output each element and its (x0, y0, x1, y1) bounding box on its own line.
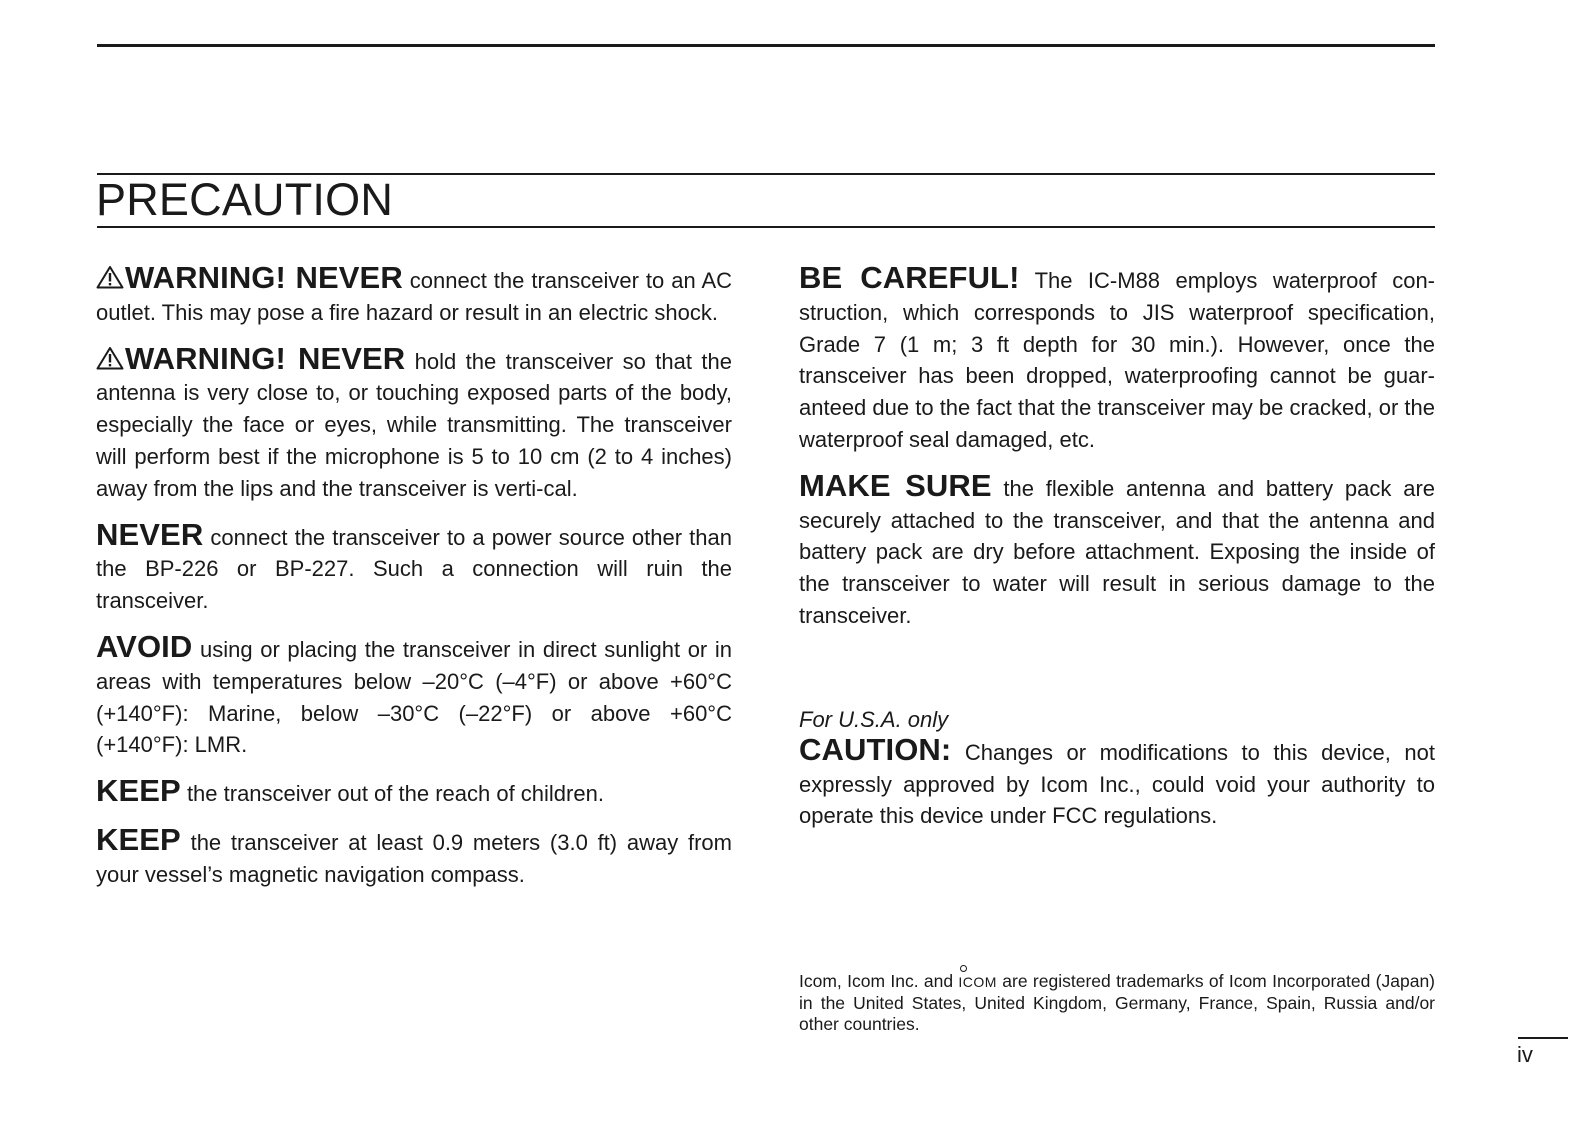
page-title: PRECAUTION (96, 174, 394, 225)
precaution-keyword: WARNING! NEVER (125, 340, 406, 376)
precaution-text: the transceiver at least 0.9 meters (3.0 ft) away from your vessel’s magnetic navigation compass. (96, 829, 732, 887)
title-bottom-rule (97, 226, 1435, 228)
usa-only-label: For U.S.A. only (799, 706, 949, 732)
precaution-text: Changes or modifications to this device, not expressly approved by Icom Inc., could void your authority to operate this device under FCC regulations. (799, 739, 1435, 829)
precaution-keyword: NEVER (96, 516, 204, 552)
precaution-warning-ac-outlet (96, 262, 732, 329)
icom-logo-text: ICOM (958, 974, 997, 990)
right-column (799, 262, 1435, 846)
precaution-keep-compass (96, 821, 732, 891)
section-spacer (799, 646, 1435, 706)
page-number: iv (1517, 1042, 1533, 1067)
precaution-keyword: CAUTION: (799, 731, 952, 767)
precaution-text: the flexible antenna and battery pack are securely attached to the transceiver, and that the antenna and battery pack are dry before attachment. Exposing the inside of the transceiver to water will result in serious damage to the transceiver. (799, 475, 1435, 628)
precaution-warning-antenna (96, 340, 732, 505)
top-rule (97, 44, 1435, 47)
icom-logo-dot (960, 965, 967, 972)
precaution-avoid-sunlight (96, 628, 732, 761)
warning-triangle-icon (96, 346, 124, 370)
precaution-text: hold the transceiver so that the antenna is very close to, or touching exposed parts of the body, especially the face or eyes, while transmitting. The transceiver will perform best if the microphone is 5 to 10 cm (2 to 4 inches) away from the lips and the transceiver is verti-cal. (96, 348, 732, 501)
precaution-never-power-source (96, 516, 732, 617)
precaution-keyword: KEEP (96, 821, 181, 857)
precaution-keep-children (96, 775, 732, 810)
precaution-text: The IC-M88 employs waterproof con-struction, which corresponds to JIS waterproof specification, Grade 7 (1 m; 3 ft depth for 30 min.). However, once the transceiver has been dropped, waterproofing cannot be guar-anteed due to the fact that the transceiver may be cracked, or the waterproof seal damaged, etc. (799, 268, 1436, 452)
precaution-make-sure (799, 467, 1435, 632)
precaution-be-careful (799, 262, 1435, 456)
trademark-text-after: are registered trademarks of Icom Incorporated (Japan) in the United States, United Kingdom, Germany, France, Spain, Russia and/or other countries. (799, 971, 1435, 1034)
precaution-text: using or placing the transceiver in direct sunlight or in areas with temperatures below –20°C (–4°F) or above +60°C (+140°F): Marine, below –30°C (–22°F) or above +60°C (+140°F): LMR. (96, 636, 732, 758)
precaution-keyword: MAKE SURE (799, 467, 992, 503)
trademark-notice (799, 969, 1435, 1035)
trademark-text-before: Icom, Icom Inc. and (799, 971, 959, 991)
precaution-text: connect the transceiver to a power source other than the BP-226 or BP-227. Such a connection will ruin the transceiver. (96, 524, 732, 614)
left-column (96, 262, 732, 905)
precaution-keyword: BE CAREFUL! (799, 260, 1020, 295)
precaution-text: connect the transceiver to an AC outlet. This may pose a fire hazard or result in an electric shock. (96, 268, 733, 325)
precaution-fcc-caution (799, 731, 1435, 832)
precaution-keyword: KEEP (96, 773, 181, 809)
precaution-text: the transceiver out of the reach of children. (180, 781, 604, 807)
precaution-keyword: AVOID (96, 628, 193, 664)
page-number-rule (1518, 1037, 1568, 1039)
warning-triangle-icon (96, 265, 124, 289)
icom-logo (958, 969, 997, 993)
precaution-keyword: WARNING! NEVER (125, 260, 403, 295)
